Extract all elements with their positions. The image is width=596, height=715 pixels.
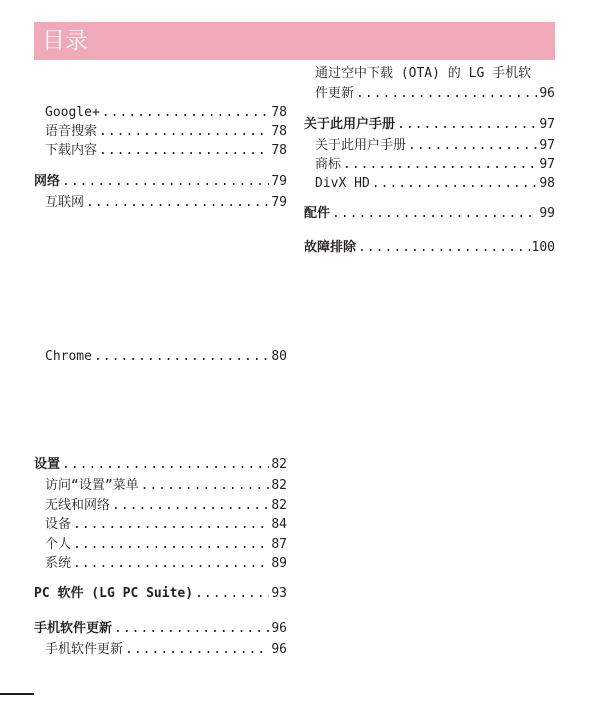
toc-header-bar [34,22,555,60]
page-title: 目录 [42,28,88,54]
toc-entry-divx-hd[interactable]: DivX HD ..... 98 [315,174,555,194]
toc-section-pc-software[interactable]: PC 软件 (LG PC Suite) ..... 93 [34,584,287,604]
toc-entry-internet[interactable]: 互联网 ..... 79 [45,193,287,213]
toc-entry-personal[interactable]: 个人 ..... 87 [45,535,287,555]
toc-entry-trademarks[interactable]: 商标 ..... 97 [315,155,555,175]
toc-entry-ota-update-line2[interactable]: 件更新 ..... 96 [315,84,555,104]
footer-rule [0,693,34,695]
toc-section-network[interactable]: 网络 ..... 79 [34,172,287,192]
toc-entry-downloads[interactable]: 下载内容 ..... 78 [45,141,287,161]
toc-section-phone-software-update[interactable]: 手机软件更新 ..... 96 [34,619,287,639]
toc-entry-google-plus[interactable]: Google+ ..... 78 [45,103,287,123]
toc-entry-ota-update-line1[interactable]: 通过空中下载 (OTA) 的 LG 手机软 [315,66,532,81]
toc-entry-system[interactable]: 系统 ..... 89 [45,554,287,574]
toc-section-settings[interactable]: 设置 ..... 82 [34,455,287,475]
toc-entry-about-manual[interactable]: 关于此用户手册 ..... 97 [315,136,555,156]
toc-entry-phone-software-update[interactable]: 手机软件更新 ..... 96 [45,640,287,660]
toc-section-troubleshooting[interactable]: 故障排除 ..... 100 [304,238,555,258]
toc-section-about-manual[interactable]: 关于此用户手册 ..... 97 [304,115,555,135]
toc-entry-voice-search[interactable]: 语音搜索 ..... 78 [45,122,287,142]
toc-section-accessories[interactable]: 配件 ..... 99 [304,204,555,224]
toc-entry-chrome[interactable]: Chrome ..... 80 [45,347,287,367]
toc-entry-wireless-networks[interactable]: 无线和网络 ..... 82 [45,496,287,516]
toc-entry-device[interactable]: 设备 ..... 84 [45,515,287,535]
toc-entry-access-settings-menu[interactable]: 访问“设置”菜单 ..... 82 [45,476,287,496]
